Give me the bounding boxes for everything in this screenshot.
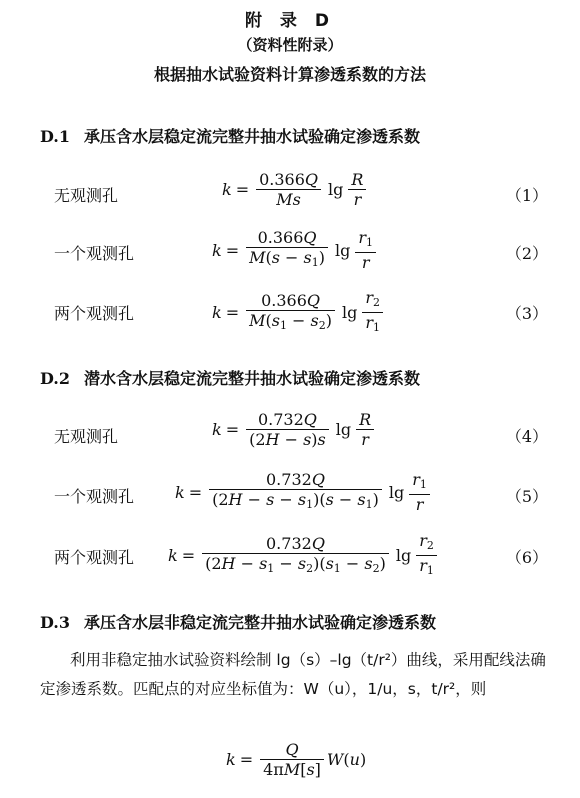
fraction: $\frac{0.732Q}{(2H - s)s}$ xyxy=(246,410,329,449)
equation-number-2: （2） xyxy=(505,244,548,263)
section-title: 承压含水层稳定流完整井抽水试验确定渗透系数 xyxy=(84,127,421,146)
fraction: $\frac{r_1}{r}$ xyxy=(355,228,376,272)
fraction: $\frac{Q}{4\pi M[s]}$ xyxy=(260,740,324,779)
formula-5: k = $\frac{0.732Q}{(2H - s - s_1)(s - s_1)}$ lg $\frac{r_1}{r}$ xyxy=(175,470,433,514)
fraction: $\frac{0.366Q}{M(s_1 - s_2)}$ xyxy=(246,291,335,335)
section-number: D.1 xyxy=(40,127,71,146)
equation-number-3: （3） xyxy=(505,304,548,323)
d3-paragraph: 利用非稳定抽水试验资料绘制 lg（s）–lg（t/r²）曲线，采用配线法确定渗透系数。匹配点的对应坐标值为：W（u），1/u，s，t/r²，则 xyxy=(40,651,546,698)
label-two-observation-wells: 两个观测孔 xyxy=(54,548,135,567)
section-title: 潜水含水层稳定流完整井抽水试验确定渗透系数 xyxy=(84,369,421,388)
appendix-type: （资料性附录） xyxy=(237,36,343,54)
appendix-subtitle: 根据抽水试验资料计算渗透系数的方法 xyxy=(153,65,426,84)
fraction: $\frac{r_2}{r_1}$ xyxy=(416,531,437,580)
fraction: $\frac{0.732Q}{(2H - s - s_1)(s - s_1)}$ xyxy=(209,470,382,514)
label-no-observation-well: 无观测孔 xyxy=(54,186,119,205)
fraction: $\frac{0.366Q}{Ms}$ xyxy=(256,170,321,209)
equation-number-5: （5） xyxy=(505,487,548,506)
section-d2-heading xyxy=(40,366,420,389)
equation-number-1: （1） xyxy=(505,186,548,205)
section-title: 承压含水层非稳定流完整井抽水试验确定渗透系数 xyxy=(84,613,437,632)
fraction: $\frac{r_2}{r_1}$ xyxy=(362,288,383,337)
label-no-observation-well: 无观测孔 xyxy=(54,427,119,446)
equation-number-4: （4） xyxy=(505,427,548,446)
formula-6: k = $\frac{0.732Q}{(2H - s_1 - s_2)(s_1 - s_2)}$ lg $\frac{r_2}{r_1}$ xyxy=(168,531,440,580)
section-number: D.2 xyxy=(40,369,71,388)
formula-3: k = $\frac{0.366Q}{M(s_1 - s_2)}$ lg $\frac{r_2}{r_1}$ xyxy=(212,288,386,337)
section-d1-heading xyxy=(40,124,420,147)
formula-4: k = $\frac{0.732Q}{(2H - s)s}$ lg $\frac{R}{r}$ xyxy=(212,410,377,449)
fraction: $\frac{0.732Q}{(2H - s_1 - s_2)(s_1 - s_2)}$ xyxy=(202,534,389,578)
section-d3-heading xyxy=(40,610,436,633)
fraction: $\frac{0.366Q}{M(s - s_1)}$ xyxy=(246,228,328,272)
fraction: $\frac{R}{r}$ xyxy=(356,410,374,449)
label-two-observation-wells: 两个观测孔 xyxy=(54,304,135,323)
formula-1: k = $\frac{0.366Q}{Ms}$ lg $\frac{R}{r}$ xyxy=(222,170,369,209)
formula-2: k = $\frac{0.366Q}{M(s - s_1)}$ lg $\frac{r_1}{r}$ xyxy=(212,228,379,272)
label-one-observation-well: 一个观测孔 xyxy=(54,244,135,263)
equation-number-6: （6） xyxy=(505,548,548,567)
label-one-observation-well: 一个观测孔 xyxy=(54,487,135,506)
appendix-title: 附 录 D xyxy=(245,11,335,31)
section-number: D.3 xyxy=(40,613,71,632)
formula-7: k = $\frac{Q}{4\pi M[s]}$ W ( u ) xyxy=(226,740,367,779)
fraction: $\frac{r_1}{r}$ xyxy=(409,470,430,514)
fraction: $\frac{R}{r}$ xyxy=(348,170,366,209)
